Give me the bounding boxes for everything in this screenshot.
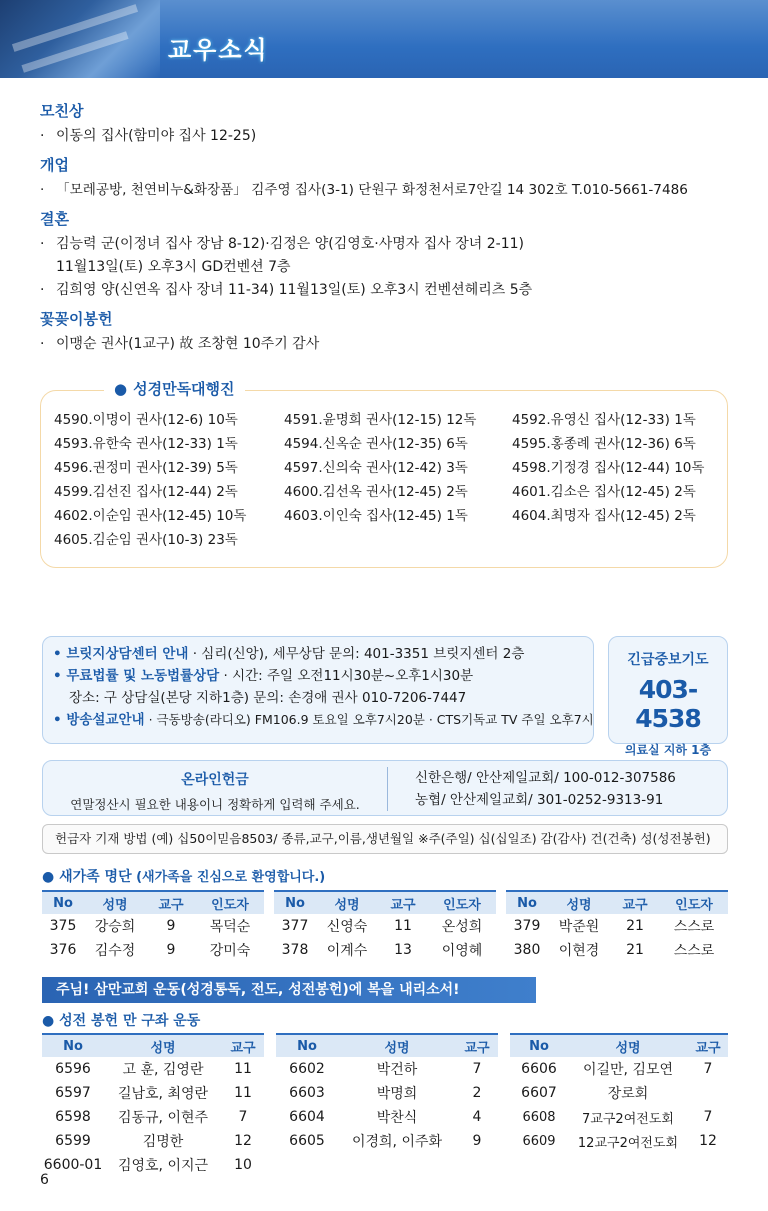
table-header: No 성명 교구 — [42, 1034, 264, 1057]
table-row: 6597 길남호, 최영란 11 — [55, 1085, 252, 1102]
table-header: No 성명 교구 인도자 — [42, 891, 264, 914]
table-row: 377 신영숙 11 온성희 — [281, 918, 483, 935]
table-row: 6606 이길만, 김모연 7 — [521, 1061, 713, 1078]
info-row-location: 장소: 구 상담실(본당 지하1층) 문의: 손경애 권사 010-7206-7447 — [69, 690, 467, 706]
table-row: 378 이계수 13 이영혜 — [281, 942, 483, 959]
news-line: · 「모레공방, 천연비누&화장품」 김주영 집사(3-1) 단원구 화정천서로7안길 14 302호 T.010-5661-7486 — [40, 179, 740, 202]
table-row: 6608 7교구2여전도회 7 — [522, 1109, 713, 1127]
table-header: No 성명 교구 인도자 — [274, 891, 496, 914]
section-title-opening: 개업 — [40, 156, 69, 174]
online-offering-title: 온라인헌금 — [181, 772, 249, 788]
prayer-banner: 주님! 삼만교회 운동(성경통독, 전도, 성전봉헌)에 복을 내리소서! — [42, 977, 536, 1003]
bullet-icon: · — [40, 282, 45, 298]
table-row: 6600-01 김영호, 이지근 10 — [43, 1157, 252, 1174]
news-line: · 김희영 양(신연옥 집사 장녀 11-34) 11월13일(토) 오후3시 컨벤션헤리츠 5층 — [40, 279, 740, 302]
table-row: 6598 김동규, 이현주 7 — [55, 1109, 248, 1126]
section-title-flowers: 꽃꽂이봉헌 — [40, 310, 113, 328]
page-header — [0, 0, 768, 78]
table-row: 376 김수정 9 강미숙 — [49, 942, 251, 959]
bullet-icon: · — [40, 336, 45, 352]
list-item: 4599.김선진 집사(12-44) 2독 4600.김선옥 권사(12-45) 2독 4601.김소은 집사(12-45) 2독 — [54, 484, 696, 500]
list-item: 4593.유한숙 권사(12-33) 1독 4594.신옥순 권사(12-35) 6독 4595.홍종례 권사(12-36) 6독 — [54, 436, 696, 452]
divider — [387, 767, 388, 811]
table-header: No 성명 교구 — [276, 1034, 498, 1057]
section-title-condolence: 모친상 — [40, 102, 84, 120]
table-row: 380 이현경 21 스스로 — [513, 942, 715, 959]
bank-account: 신한은행/ 안산제일교회/ 100-012-307586 — [415, 770, 676, 786]
new-family-table — [274, 890, 496, 962]
table-header: No 성명 교구 — [510, 1034, 728, 1057]
news-line: · 김능력 군(이정녀 집사 장남 8-12)·김정은 양(김영호·사명자 집사 장녀 2-11) — [40, 233, 740, 256]
table-row: 379 박준원 21 스스로 — [513, 918, 715, 935]
temple-offering-title: ● 성전 봉헌 만 구좌 운동 — [42, 1013, 201, 1029]
news-line: 11월13일(토) 오후3시 GD컨벤션 7층 — [56, 259, 291, 275]
news-sections — [40, 94, 740, 356]
temple-offering-table — [276, 1033, 498, 1153]
bank-account: 농협/ 안산제일교회/ 301-0252-9313-91 — [415, 792, 664, 808]
table-row: 6596 고 훈, 김영란 11 — [55, 1061, 252, 1078]
page-number: 6 — [40, 1172, 49, 1188]
table-header: No 성명 교구 인도자 — [506, 891, 728, 914]
info-row-counseling: • 브릿지상담센터 안내 · 심리(신앙), 세무상담 문의: 401-3351 브릿지센터 2층 — [53, 646, 525, 662]
online-offering-note: 연말정산시 필요한 내용이니 정확하게 입력해 주세요. — [70, 797, 360, 812]
news-line: · 이맹순 권사(1교구) 故 조창현 10주기 감사 — [40, 333, 740, 356]
offering-note: 헌금자 기재 방법 (예) 십50이믿음8503/ 종류,교구,이름,생년월일 ※주(주일) 십(십일조) 감(감사) 건(건축) 성(성전봉헌) — [42, 824, 728, 854]
bullet-icon: · — [40, 182, 45, 198]
table-row: 6603 박명희 2 — [289, 1085, 482, 1102]
list-item: 4596.권정미 권사(12-39) 5독 4597.신의숙 권사(12-42) 3독 4598.기정경 집사(12-44) 10독 — [54, 460, 705, 476]
temple-offering-table — [510, 1033, 728, 1153]
info-row-legal: • 무료법률 및 노동법률상담 · 시간: 주일 오전11시30분~오후1시30분 — [53, 668, 474, 684]
table-row: 6599 김명한 12 — [55, 1133, 252, 1150]
urgent-prayer-title: 긴급중보기도 — [627, 652, 709, 668]
new-family-table — [506, 890, 728, 962]
bullet-dot-icon: ● — [114, 380, 128, 398]
table-row: 6602 박건하 7 — [289, 1061, 482, 1078]
table-row: 6609 12교구2여전도회 12 — [522, 1133, 717, 1151]
table-row: 6607 장로회 — [521, 1085, 649, 1102]
table-row: 375 강승희 9 목덕순 — [49, 918, 251, 935]
table-row: 6604 박찬식 4 — [289, 1109, 482, 1126]
new-family-table — [42, 890, 264, 962]
bible-reading-list — [54, 408, 724, 552]
temple-offering-table — [42, 1033, 264, 1177]
bullet-icon: · — [40, 236, 45, 252]
page-title: 교우소식 — [168, 36, 269, 64]
urgent-prayer-box — [608, 636, 728, 757]
section-title-wedding: 결혼 — [40, 210, 69, 228]
new-family-title: ● 새가족 명단 (새가족을 진심으로 환영합니다.) — [42, 869, 326, 885]
list-item: 4602.이순임 권사(12-45) 10독 4603.이인숙 집사(12-45) 1독 4604.최명자 집사(12-45) 2독 — [54, 508, 696, 524]
info-row-broadcast: • 방송설교안내 · 극동방송(라디오) FM106.9 토요일 오후7시20분 · CTS기독교 TV 주일 오후7시 — [53, 712, 594, 728]
online-offering-box — [42, 760, 728, 816]
bible-reading-title: ● 성경만독대행진 — [104, 378, 245, 399]
bullet-icon: · — [40, 128, 45, 144]
info-box — [42, 636, 594, 744]
urgent-prayer-phone: 403-4538 — [635, 675, 701, 733]
list-item: 4590.이명이 권사(12-6) 10독 4591.윤명희 권사(12-15) 12독 4592.유영신 집사(12-33) 1독 — [54, 412, 696, 428]
news-line: · 이동의 집사(함미야 집사 12-25) — [40, 125, 740, 148]
table-row: 6605 이경희, 이주화 9 — [289, 1133, 482, 1150]
list-item: 4605.김순임 권사(10-3) 23독 — [54, 532, 238, 548]
urgent-prayer-location: 의료실 지하 1층 — [624, 743, 712, 757]
